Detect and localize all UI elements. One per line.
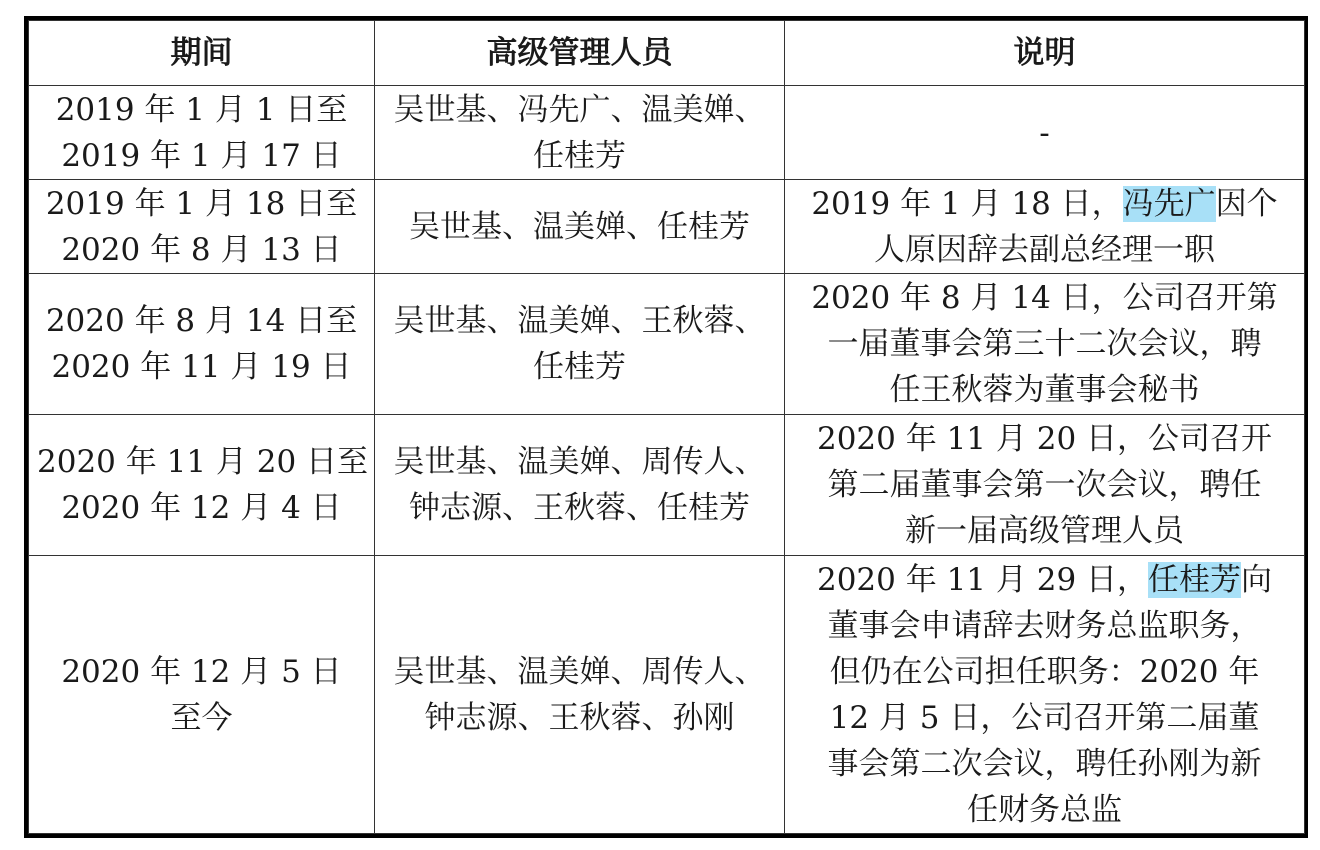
- managers-cell: [375, 415, 785, 556]
- header-description: 说明: [785, 21, 1305, 86]
- description-cell: [785, 556, 1305, 834]
- period-line: 2020 年 12 月 5 日: [61, 653, 342, 690]
- period-cell: [29, 415, 375, 556]
- description-text: 向: [1241, 561, 1273, 598]
- description-line: 人原因辞去副总经理一职: [874, 231, 1215, 268]
- managers-line: 钟志源、王秋蓉、孙刚: [424, 699, 735, 736]
- description-line: 新一届高级管理人员: [905, 513, 1184, 549]
- managers-line: 吴世基、温美婵、周传人、: [393, 444, 766, 480]
- senior-management-table: [28, 20, 1305, 834]
- period-line: 2020 年 8 月 14 日至: [45, 303, 358, 339]
- table-row: [29, 274, 1305, 415]
- managers-cell: [375, 556, 785, 834]
- description-line: 2020 年 11 月 20 日，公司召开: [816, 421, 1273, 457]
- description-line: 任财务总监: [967, 791, 1122, 828]
- description-text: 2020 年 11 月 29 日，: [816, 561, 1149, 598]
- header-managers: 高级管理人员: [375, 21, 785, 86]
- description-line: [793, 557, 1296, 603]
- managers-cell: [375, 180, 785, 274]
- managers-cell: [375, 274, 785, 415]
- period-cell: [29, 274, 375, 415]
- period-line: 2019 年 1 月 18 日至: [45, 185, 358, 222]
- description-line: 2020 年 8 月 14 日，公司召开第: [811, 280, 1278, 316]
- description-text: 因个: [1215, 185, 1278, 222]
- period-line: 2019 年 1 月 1 日至: [55, 91, 348, 128]
- highlighted-name: 冯先广: [1122, 185, 1216, 222]
- period-line: 至今: [170, 699, 233, 736]
- period-line: 2020 年 8 月 13 日: [61, 231, 342, 268]
- managers-line: 任桂芳: [533, 137, 626, 174]
- description-line: 事会第二次会议，聘任孙刚为新: [827, 745, 1262, 782]
- description-cell: [785, 415, 1305, 556]
- period-cell: [29, 86, 375, 180]
- period-line: 2020 年 12 月 4 日: [61, 490, 342, 526]
- period-cell: [29, 556, 375, 834]
- table-row: [29, 415, 1305, 556]
- description-line: 一届董事会第三十二次会议，聘: [827, 326, 1262, 362]
- table-row: [29, 180, 1305, 274]
- description-line: 董事会申请辞去财务总监职务，: [827, 607, 1262, 644]
- description-line: 第二届董事会第一次会议，聘任: [827, 467, 1262, 503]
- highlighted-name: 任桂芳: [1148, 561, 1242, 598]
- managers-line: 钟志源、王秋蓉、任桂芳: [409, 490, 750, 526]
- managers-line: 吴世基、冯先广、温美婵、: [393, 91, 766, 128]
- table-header-row: [29, 21, 1305, 86]
- description-line: -: [1039, 114, 1050, 151]
- managers-line: 任桂芳: [533, 349, 626, 385]
- managers-cell: [375, 86, 785, 180]
- period-line: 2020 年 11 月 20 日至: [37, 444, 369, 480]
- period-line: 2019 年 1 月 17 日: [61, 137, 342, 174]
- header-period: 期间: [29, 21, 375, 86]
- description-line: 任王秋蓉为董事会秘书: [889, 372, 1200, 408]
- description-line: [793, 181, 1296, 227]
- description-line: 12 月 5 日，公司召开第二届董: [829, 699, 1260, 736]
- description-text: 2019 年 1 月 18 日，: [811, 185, 1123, 222]
- managers-line: 吴世基、温美婵、任桂芳: [409, 208, 750, 245]
- management-table-frame: [24, 16, 1308, 838]
- period-cell: [29, 180, 375, 274]
- description-cell: [785, 274, 1305, 415]
- description-line: 但仍在公司担任职务：2020 年: [829, 653, 1260, 690]
- table-row: [29, 556, 1305, 834]
- managers-line: 吴世基、温美婵、周传人、: [393, 653, 766, 690]
- managers-line: 吴世基、温美婵、王秋蓉、: [393, 303, 766, 339]
- description-cell: [785, 86, 1305, 180]
- description-cell: [785, 180, 1305, 274]
- period-line: 2020 年 11 月 19 日: [51, 349, 352, 385]
- table-row: [29, 86, 1305, 180]
